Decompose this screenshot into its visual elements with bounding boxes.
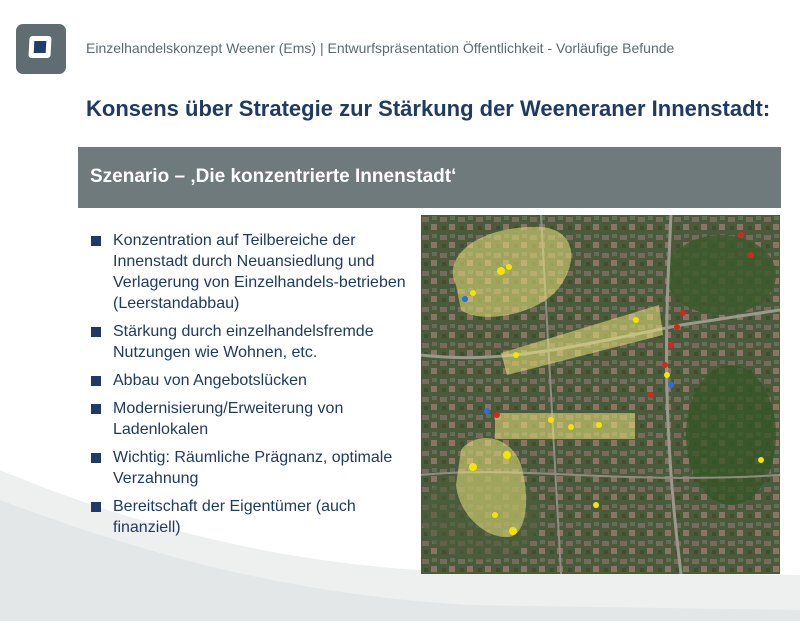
- list-item: Stärkung durch einzelhandelsfremde Nutzungen wie Wohnen, etc.: [86, 321, 406, 363]
- list-item: Wichtig: Räumliche Prägnanz, optimale Verzahnung: [86, 447, 406, 489]
- square-bullet-icon: [91, 376, 101, 386]
- square-bullet-icon: [91, 236, 101, 246]
- bullet-list: [86, 230, 406, 545]
- square-bullet-icon: [91, 502, 101, 512]
- list-item: Konzentration auf Teilbereiche der Innenstadt durch Neuansiedlung und Verlagerung von Einzelhandels-betrieben (Leerstandabbau): [86, 230, 406, 314]
- scenario-band: [78, 147, 781, 208]
- slide-title: Konsens über Strategie zur Stärkung der Weeneraner Innenstadt:: [86, 96, 771, 121]
- list-item: Abbau von Angebotslücken: [86, 370, 406, 391]
- aerial-map-image: [421, 215, 780, 574]
- square-bullet-icon: [91, 453, 101, 463]
- square-logo-icon: [16, 24, 66, 74]
- list-item: Bereitschaft der Eigentümer (auch finanziell): [86, 496, 406, 538]
- square-bullet-icon: [91, 404, 101, 414]
- header-subtitle: Einzelhandelskonzept Weener (Ems) | Entwurfspräsentation Öffentlichkeit - Vorläufige Befunde: [86, 40, 675, 56]
- square-bullet-icon: [91, 327, 101, 337]
- list-item: Modernisierung/Erweiterung von Ladenlokalen: [86, 398, 406, 440]
- scenario-label: Szenario – ‚Die konzentrierte Innenstadt‘: [90, 166, 457, 187]
